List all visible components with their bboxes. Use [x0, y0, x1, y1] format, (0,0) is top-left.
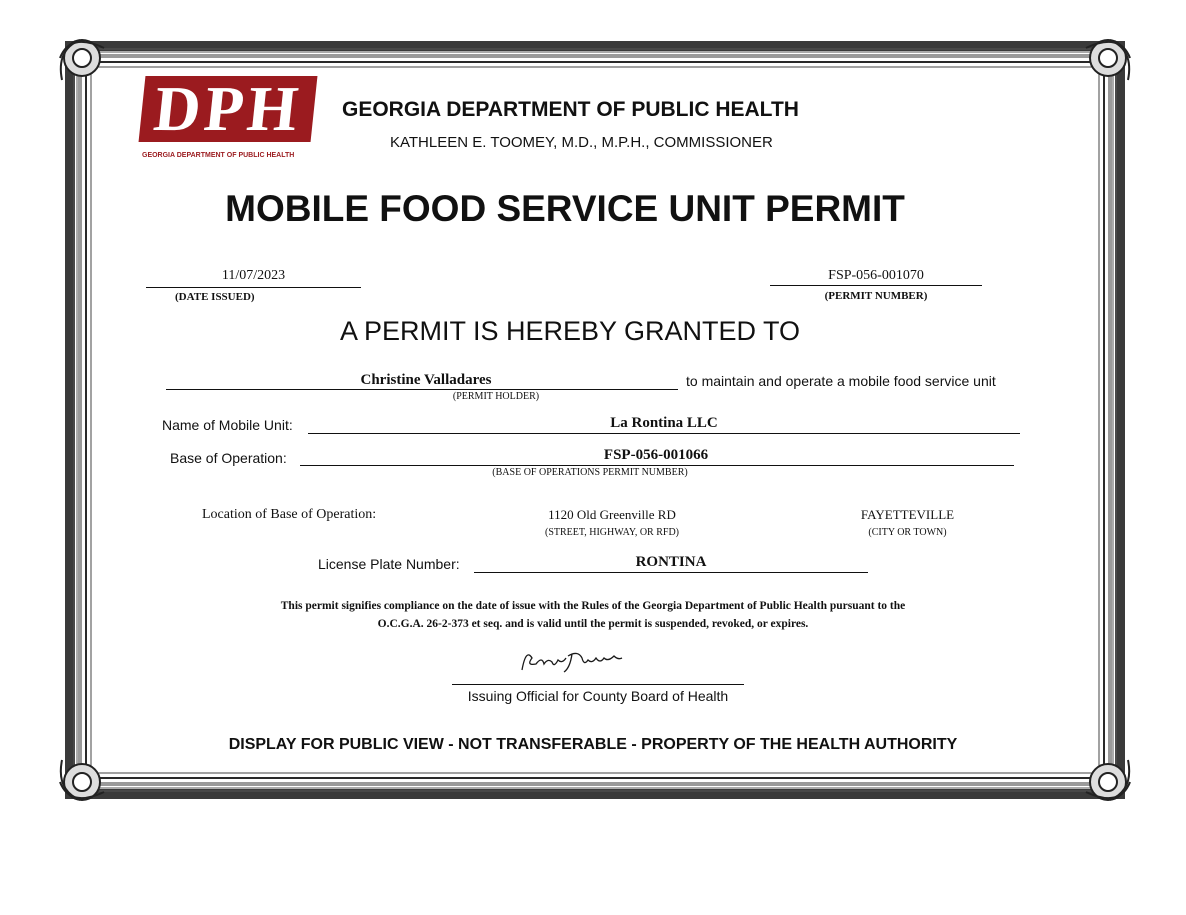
location-city-value: FAYETTEVILLE [860, 507, 955, 522]
dph-logo-caption: GEORGIA DEPARTMENT OF PUBLIC HEALTH [142, 152, 295, 159]
permit-number-line [770, 285, 982, 286]
footer-notice: DISPLAY FOR PUBLIC VIEW - NOT TRANSFERABLE - PROPERTY OF THE HEALTH AUTHORITY [228, 736, 958, 753]
mobile-unit-value: La Rontina LLC [610, 415, 718, 431]
license-plate-line [474, 572, 868, 573]
license-plate-label: License Plate Number: [318, 556, 460, 572]
commissioner-name: KATHLEEN E. TOOMEY, M.D., M.P.H., COMMISSIONER [390, 134, 773, 151]
permit-holder-value: Christine Valladares [360, 372, 492, 388]
signature-line [452, 684, 744, 685]
grant-heading: A PERMIT IS HEREBY GRANTED TO [339, 316, 801, 346]
location-label: Location of Base of Operation: [202, 507, 377, 522]
mobile-unit-label: Name of Mobile Unit: [162, 417, 293, 433]
compliance-line-2: O.C.G.A. 26-2-373 et seq. and is valid until the permit is suspended, revoked, or expires. [377, 618, 809, 630]
permit-number-value: FSP-056-001070 [828, 268, 924, 283]
dph-logo [142, 73, 314, 162]
dph-logo-mark: DPH [139, 76, 318, 142]
license-plate-value: RONTINA [635, 554, 707, 570]
location-street-caption: (STREET, HIGHWAY, OR RFD) [545, 527, 679, 538]
date-issued-line [146, 287, 361, 288]
permit-holder-label: (PERMIT HOLDER) [452, 391, 540, 402]
compliance-line-1: This permit signifies compliance on the date of issue with the Rules of the Georgia Department of Public Health pursuant to the [280, 600, 906, 612]
mobile-unit-line [308, 433, 1020, 434]
permit-number-label: (PERMIT NUMBER) [824, 290, 928, 302]
date-issued-value: 11/07/2023 [221, 268, 286, 283]
location-street-value: 1120 Old Greenville RD [548, 507, 676, 522]
signature-label: Issuing Official for County Board of Health [467, 688, 729, 704]
date-issued-label: (DATE ISSUED) [175, 291, 255, 303]
permit-holder-line [166, 389, 678, 390]
official-signature [516, 646, 636, 680]
base-operation-label: Base of Operation: [170, 450, 287, 466]
department-name: GEORGIA DEPARTMENT OF PUBLIC HEALTH [342, 98, 799, 121]
base-operation-caption: (BASE OF OPERATIONS PERMIT NUMBER) [492, 467, 688, 478]
permit-holder-suffix: to maintain and operate a mobile food service unit [686, 373, 996, 389]
base-operation-value: FSP-056-001066 [603, 447, 709, 463]
location-city-caption: (CITY OR TOWN) [868, 527, 947, 538]
permit-title: MOBILE FOOD SERVICE UNIT PERMIT [225, 188, 905, 229]
base-operation-line [300, 465, 1014, 466]
